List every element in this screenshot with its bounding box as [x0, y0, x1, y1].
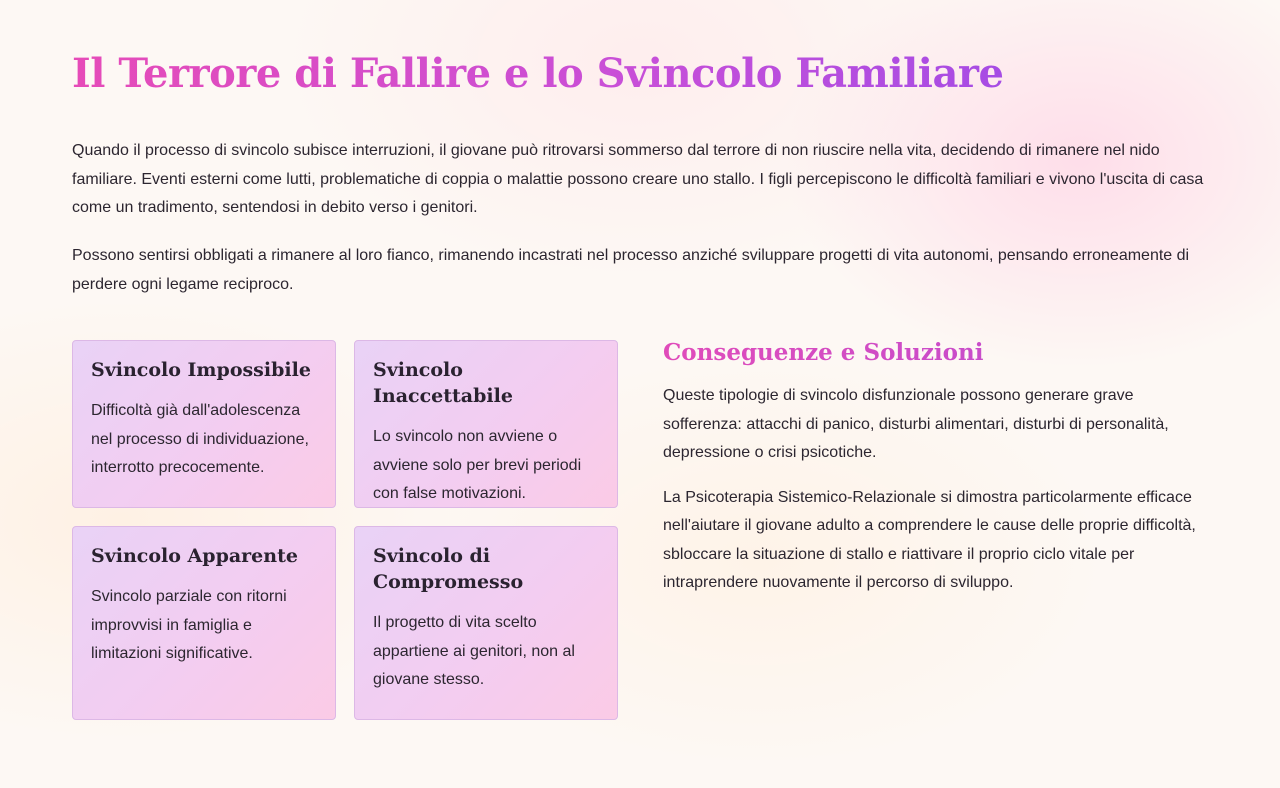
card-text: Lo svincolo non avviene o avviene solo per brevi periodi con false motivazioni.: [373, 428, 582, 502]
card-svincolo-inaccettabile: [354, 340, 618, 508]
section-heading: Conseguenze e Soluzioni: [663, 338, 1208, 368]
card-svincolo-apparente: [72, 526, 336, 720]
intro-paragraph-1: Quando il processo di svincolo subisce interruzioni, il giovane può ritrovarsi sommerso dal terrore di non riuscire nella vita, decidendo di rimanere nel nido familiare. Eventi esterni come lutti, problematiche di coppia o malattie possono creare uno stallo. I figli percepiscono le difficoltà familiari e vivono l'uscita di casa come un tradimento, sentendosi in debito verso i genitori.: [72, 142, 1204, 216]
intro-paragraph-2: Possono sentirsi obbligati a rimanere al loro fianco, rimanendo incastrati nel processo anziché sviluppare progetti di vita autonomi, pensando erroneamente di perdere ogni legame reciproco.: [72, 247, 1190, 293]
card-title: Svincolo Inaccettabile: [373, 359, 513, 407]
card-title: Svincolo Apparente: [91, 545, 298, 567]
section-paragraph-1: Queste tipologie di svincolo disfunzionale possono generare grave sofferenza: attacchi di panico, disturbi alimentari, disturbi di personalità, depressione o crisi psicotiche.: [663, 387, 1169, 461]
page-title: Il Terrore di Fallire e lo Svincolo Familiare: [72, 50, 1004, 97]
card-title: Svincolo di Compromesso: [373, 545, 524, 593]
card-svincolo-impossibile: [72, 340, 336, 508]
section-paragraph-2: La Psicoterapia Sistemico-Relazionale si dimostra particolarmente efficace nell'aiutare il giovane adulto a comprendere le cause delle proprie difficoltà, sbloccare la situazione di stallo e riattivare il proprio ciclo vitale per intraprendere nuovamente il percorso di sviluppo.: [663, 488, 1196, 591]
card-svincolo-di-compromesso: [354, 526, 618, 720]
card-title: Svincolo Impossibile: [91, 359, 311, 381]
card-text: Il progetto di vita scelto appartiene ai genitori, non al giovane stesso.: [373, 614, 575, 688]
consequences-section: [663, 338, 1208, 614]
card-text: Svincolo parziale con ritorni improvvisi in famiglia e limitazioni significative.: [91, 588, 287, 662]
card-text: Difficoltà già dall'adolescenza nel processo di individuazione, interrotto precocemente.: [91, 402, 309, 476]
